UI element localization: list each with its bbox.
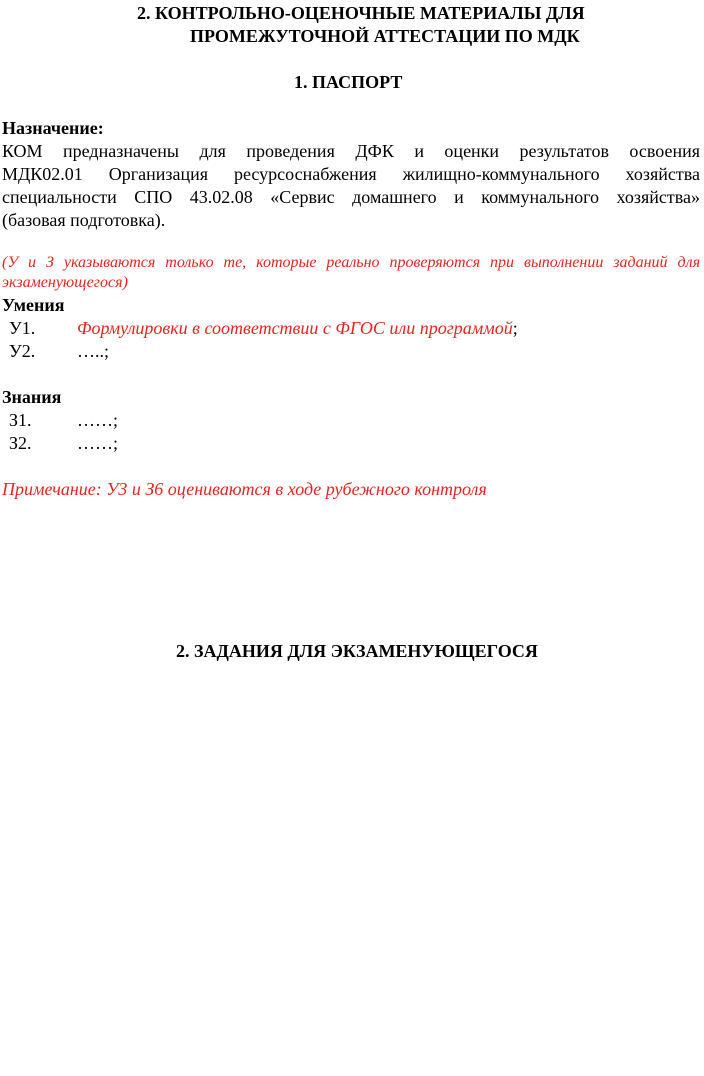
knowledge-text-1: ……; — [77, 410, 119, 430]
skill-code-1: У1. — [9, 318, 36, 338]
skill-text-2: …..; — [77, 341, 110, 361]
title-line-1: 2. КОНТРОЛЬНО-ОЦЕНОЧНЫЕ МАТЕРИАЛЫ ДЛЯ — [137, 3, 585, 23]
skill-text-1: Формулировки в соответствии с ФГОС или программой — [77, 318, 513, 338]
knowledge-code-1: З1. — [9, 410, 32, 430]
note-line-1: (У и З указываются только те, которые реально проверяются при выполнении заданий для — [2, 254, 700, 271]
purpose-label: Назначение: — [2, 118, 104, 138]
knowledge-label: Знания — [2, 387, 62, 407]
skill-item-1 — [77, 317, 518, 339]
section-heading-passport: 1. ПАСПОРТ — [294, 72, 403, 92]
remark: Примечание: У3 и З6 оцениваются в ходе рубежного контроля — [2, 479, 487, 499]
purpose-line-4: (базовая подготовка). — [2, 210, 166, 230]
skills-label: Умения — [2, 295, 65, 315]
title-line-2: ПРОМЕЖУТОЧНОЙ АТТЕСТАЦИИ ПО МДК — [190, 26, 580, 46]
note-line-2: экзаменующегося) — [2, 274, 128, 291]
skill-code-2: У2. — [9, 341, 36, 361]
knowledge-text-2: ……; — [77, 433, 119, 453]
skill-suffix-1: ; — [512, 318, 518, 338]
purpose-line-2: МДК02.01 Организация ресурсоснабжения жилищно-коммунального хозяйства — [2, 164, 700, 184]
knowledge-code-2: З2. — [9, 433, 32, 453]
section-heading-tasks: 2. ЗАДАНИЯ ДЛЯ ЭКЗАМЕНУЮЩЕГОСЯ — [176, 641, 538, 661]
purpose-line-3: специальности СПО 43.02.08 «Сервис домашнего и коммунального хозяйства» — [2, 187, 700, 207]
purpose-line-1: КОМ предназначены для проведения ДФК и оценки результатов освоения — [2, 141, 700, 161]
